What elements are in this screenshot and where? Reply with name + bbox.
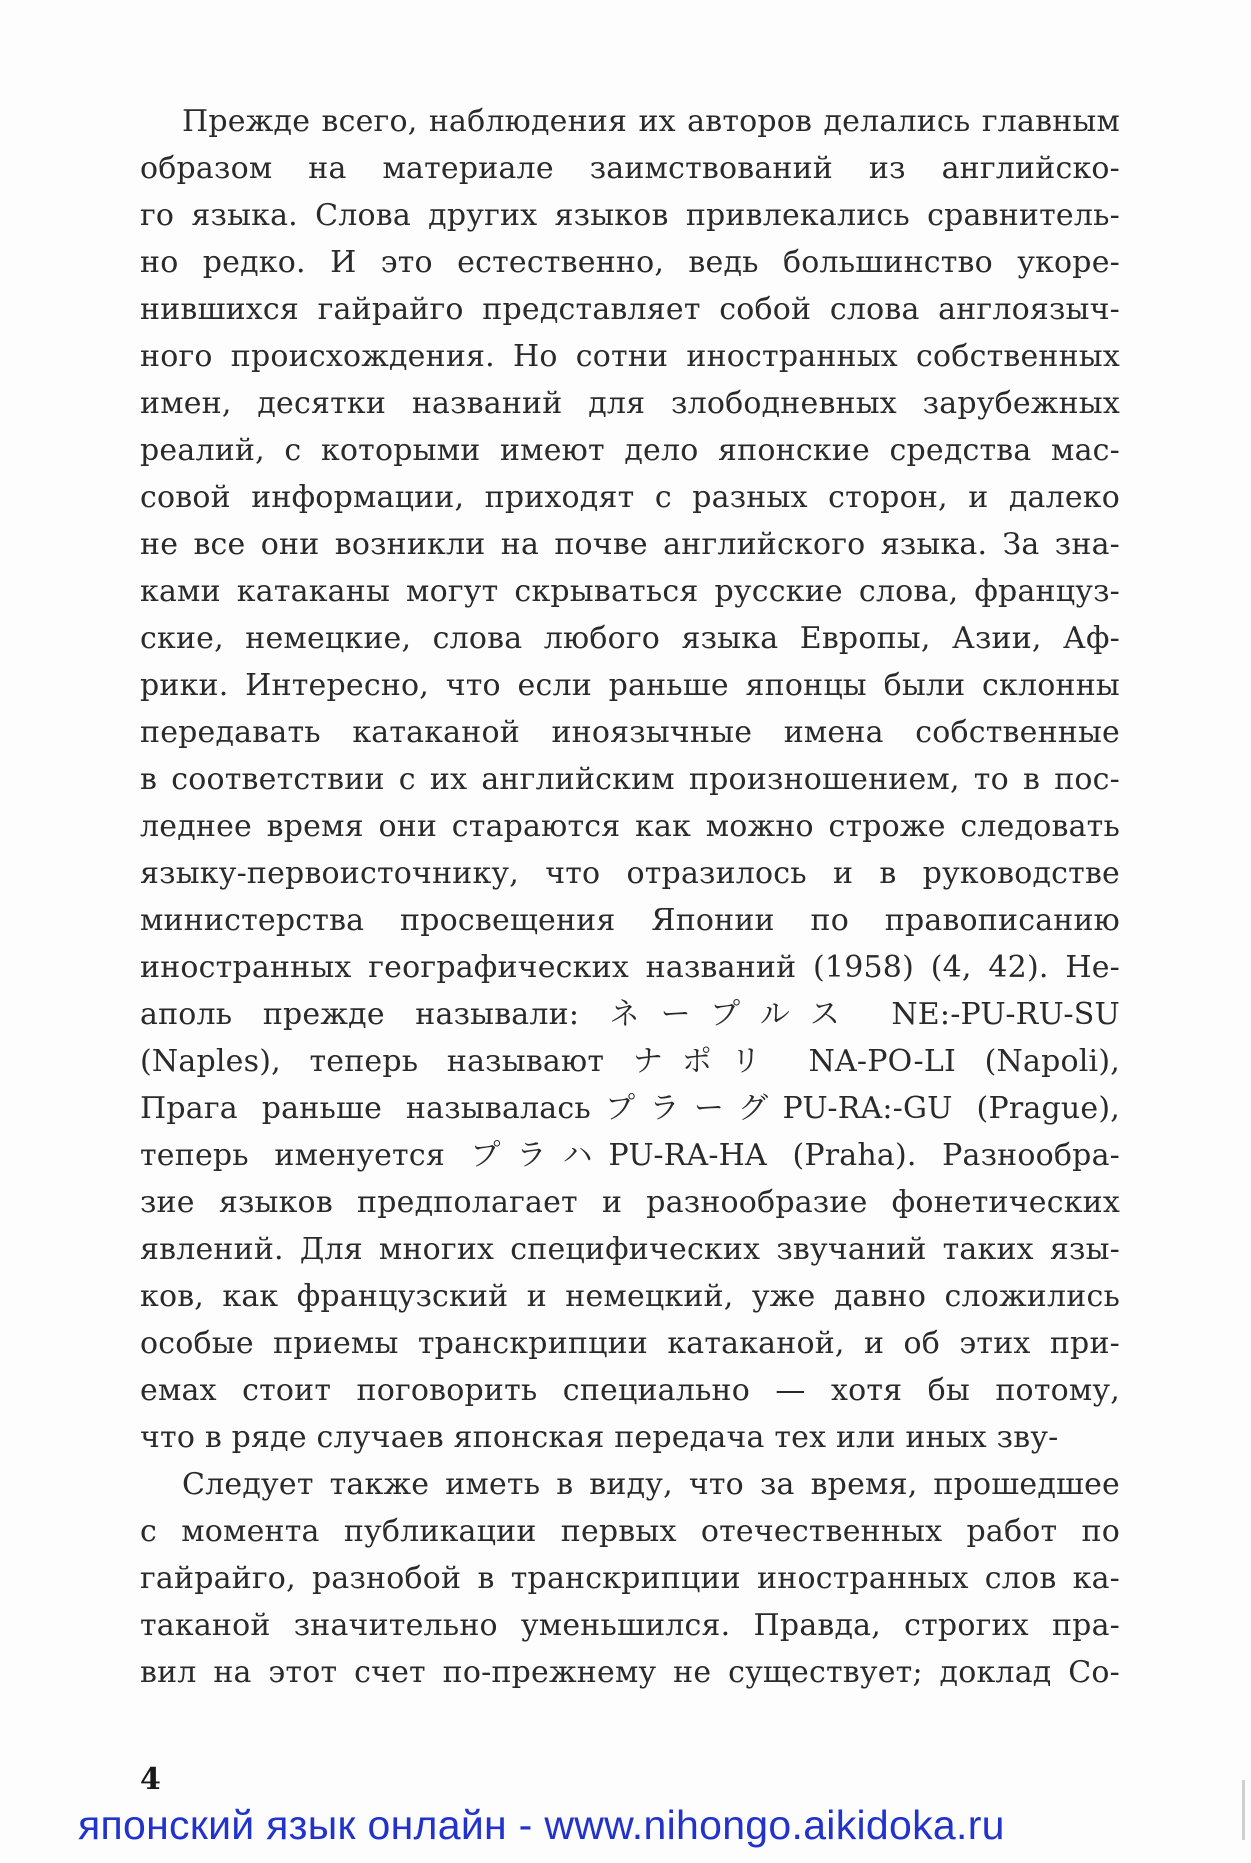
- page-edge-shadow: [1242, 1780, 1245, 1840]
- text-line: особые приемы транскрипции катаканой, и об этих при-: [140, 1326, 1120, 1361]
- text-line: имен, десятки названий для злободневных зарубежных: [140, 386, 1120, 421]
- text-line: Прежде всего, наблюдения их авторов делались главным: [182, 104, 1120, 139]
- text-line: что в ряде случаев японская передача тех или иных зву-: [140, 1420, 1059, 1455]
- text-line: реалий, с которыми имеют дело японские средства мас-: [140, 433, 1120, 468]
- text-line: рики. Интересно, что если раньше японцы были склонны: [140, 668, 1120, 703]
- text-line: нившихся гайрайго представляет собой слова англоязыч-: [140, 292, 1120, 327]
- text-line: вил на этот счет по-прежнему не существует; доклад Со-: [140, 1655, 1120, 1690]
- text-line: Следует также иметь в виду, что за время, прошедшее: [182, 1467, 1120, 1502]
- text-line: го языка. Слова других языков привлекались сравнитель-: [140, 198, 1120, 233]
- text-line: совой информации, приходят с разных сторон, и далеко: [140, 480, 1120, 515]
- text-line: ков, как французский и немецкий, уже давно сложились: [140, 1279, 1120, 1314]
- text-line: языку-первоисточнику, что отразилось и в руководстве: [140, 856, 1120, 891]
- text-line: не все они возникли на почве английского языка. За зна-: [140, 527, 1120, 562]
- text-line: с момента публикации первых отечественных работ по: [140, 1514, 1120, 1549]
- text-line: ного происхождения. Но сотни иностранных собственных: [140, 339, 1120, 374]
- body-text: [140, 98, 1120, 1696]
- text-line: зие языков предполагает и разнообразие фонетических: [140, 1185, 1120, 1220]
- page-number: 4: [140, 1762, 161, 1797]
- text-line: таканой значительно уменьшился. Правда, строгих пра-: [140, 1608, 1120, 1643]
- text-line: Прага раньше называласьプラーグPU-RA:-GU (Prague),: [140, 1091, 1120, 1126]
- text-line: теперь именуется プラハPU-RA-HA (Praha). Разнообра-: [140, 1138, 1120, 1173]
- text-line: леднее время они стараются как можно строже следовать: [140, 809, 1120, 844]
- text-line: ками катаканы могут скрываться русские слова, француз-: [140, 574, 1120, 609]
- text-line: гайрайго, разнобой в транскрипции иностранных слов ка-: [140, 1561, 1120, 1596]
- text-line: образом на материале заимствований из английско-: [140, 151, 1120, 186]
- paragraph-2: [140, 1461, 1120, 1696]
- text-line: министерства просвещения Японии по правописанию: [140, 903, 1120, 938]
- text-line: ские, немецкие, слова любого языка Европы, Азии, Аф-: [140, 621, 1120, 656]
- text-line: иностранных географических названий (1958) (4, 42). Не-: [140, 950, 1120, 985]
- text-line: аполь прежде называли: ネープルス NE:-PU-RU-SU: [140, 997, 1120, 1032]
- text-line: емах стоит поговорить специально — хотя бы потому,: [140, 1373, 1120, 1408]
- watermark-link-text: японский язык онлайн - www.nihongo.aikidoka.ru: [78, 1802, 1005, 1848]
- text-line: (Naples), теперь называют ナポリ NA-PO-LI (Napoli),: [140, 1044, 1120, 1079]
- text-line: но редко. И это естественно, ведь большинство укоре-: [140, 245, 1120, 280]
- text-line: передавать катаканой иноязычные имена собственные: [140, 715, 1120, 750]
- text-line: явлений. Для многих специфических звучаний таких язы-: [140, 1232, 1120, 1267]
- paragraph-1: [140, 98, 1120, 1461]
- text-line: в соответствии с их английским произношением, то в пос-: [140, 762, 1120, 797]
